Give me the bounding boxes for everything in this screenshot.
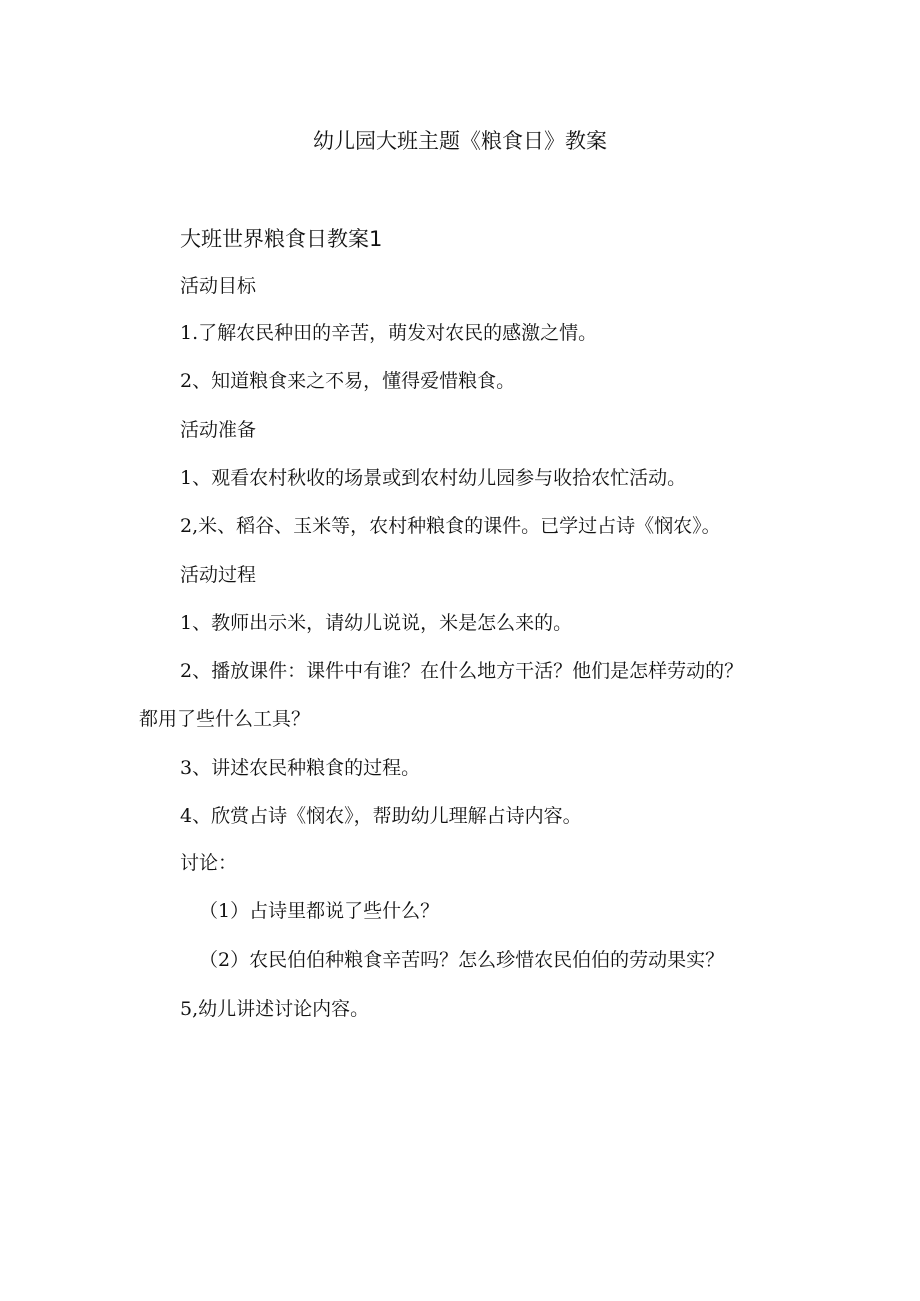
paragraph-process-3: 3、讲述农民种粮食的过程。 xyxy=(180,757,421,779)
paragraph-process-2-continued: 都用了些什么工具？ xyxy=(139,708,311,730)
paragraph-process-4: 4、欣赏占诗《悯农》，帮助幼儿理解占诗内容。 xyxy=(180,805,582,827)
paragraph-discussion-1: （1）占诗里都说了些什么？ xyxy=(199,900,440,922)
paragraph-activity-goals-heading: 活动目标 xyxy=(180,275,257,297)
paragraph-process-1: 1、教师出示米，请幼儿说说，米是怎么来的。 xyxy=(180,612,573,634)
paragraph-discussion-heading: 讨论： xyxy=(180,852,238,874)
paragraph-prep-2: 2,米、稻谷、玉米等，农村种粮食的课件。已学过占诗《悯农》。 xyxy=(180,515,721,537)
paragraph-goal-2: 2、知道粮食来之不易，懂得爱惜粮食。 xyxy=(180,370,516,392)
document-title: 幼儿园大班主题《粮食日》教案 xyxy=(313,129,607,153)
paragraph-prep-1: 1、观看农村秋收的场景或到农村幼儿园参与收拾农忙活动。 xyxy=(180,467,687,489)
paragraph-discussion-2: （2）农民伯伯种粮食辛苦吗？怎么珍惜农民伯伯的劳动果实？ xyxy=(199,949,725,971)
paragraph-activity-prep-heading: 活动准备 xyxy=(180,419,257,441)
paragraph-goal-1: 1.了解农民种田的辛苦，萌发对农民的感激之情。 xyxy=(180,322,598,344)
section-heading: 大班世界粮食日教案1 xyxy=(180,227,383,251)
paragraph-process-5: 5,幼儿讲述讨论内容。 xyxy=(180,998,370,1020)
paragraph-process-2: 2、播放课件：课件中有谁？在什么地方干活？他们是怎样劳动的？ xyxy=(180,660,744,682)
paragraph-activity-process-heading: 活动过程 xyxy=(180,564,257,586)
